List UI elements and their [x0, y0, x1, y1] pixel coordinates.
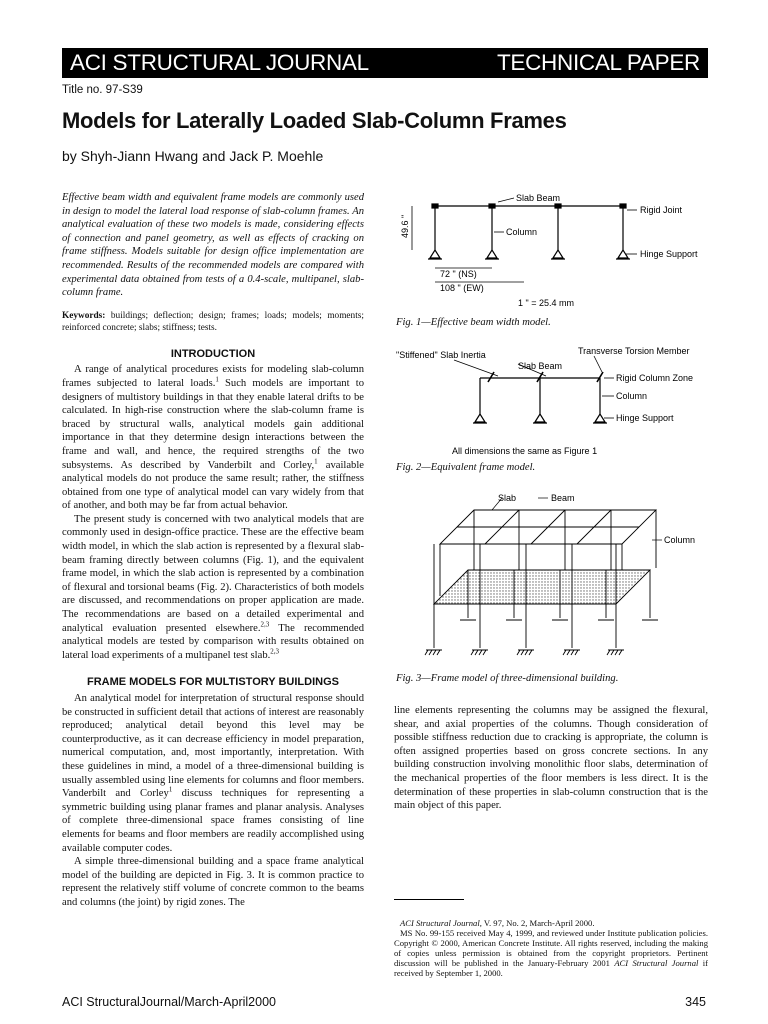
abstract: Effective beam width and equivalent frame models are commonly used in design to model the lateral load response of slab-column frames. An analytical evaluation of these two models is made, considering effects of connection and panel geometry, as well as effects of cracking on frame stiffness. Models suitable for design office implementation are recommended. Results of the recommended models are compared with experimental data obtained from tests of a 0.4-scale, multipanel, slab-column frame. [62, 192, 364, 299]
rigid-joint [432, 204, 438, 208]
leader-line [594, 356, 602, 372]
fig3-label-column: Column [664, 535, 696, 545]
fig3-label-slab: Slab [498, 493, 517, 503]
text-run: available analytical models do not produce the same result; rather, the stiffness obtained from one type of analytical model can vary widely from that of another, and both may be far from actual behavior. [62, 459, 364, 512]
hinge-support [616, 250, 630, 259]
fig2-label-slab-beam: Slab Beam [518, 361, 563, 371]
keywords-text: buildings; deflection; design; frames; loads; models; moments; reinforced concrete; slabs; stiffness; tests. [62, 310, 364, 333]
leader-line [498, 198, 514, 202]
fig3-label-beam: Beam [551, 493, 575, 503]
fig1-label-slab-beam: Slab Beam [516, 193, 561, 203]
footnote-line-2 [394, 928, 708, 978]
reference-superscript: 1 [215, 375, 219, 384]
text-run: A range of analytical procedures exists for modeling slab-column frames subjected to lateral loads. [62, 364, 364, 389]
page-number: 345 [685, 995, 706, 1009]
intro-paragraph-1 [62, 363, 364, 513]
text-run: Such models are important to designers of multistory buildings in that they enable lateral drifts to be calculated. In high-rise construction where the slab-column frame is braced by structural walls, analytical models gain additional importance in that they determine design interactions between the frame and wall, and hence, the required strengths of the two subsystems. As described by Vanderbilt and Corley, [62, 377, 364, 471]
text-run: if received by September 1, 2000. [394, 958, 708, 978]
fig1-label-column: Column [506, 227, 538, 237]
text-run: , V. 97, No. 2, March-April 2000. [479, 918, 595, 928]
reference-superscript: 2,3 [260, 620, 270, 629]
journal-name-italic: ACI Structural Journal [614, 958, 699, 968]
fig1-label-ns-span: 72 " (NS) [440, 269, 477, 279]
text-run: The present study is concerned with two analytical models that are commonly used in design-office practice. These are the effective beam width model, in which the slab action is represented by a flexural slab-beam framing directly between columns (Fig. 1), and the equivalent frame model, in which the slab action is represented by a combination of flexural and torsional beams (Fig. 2). Characteristics of both models are discussed, and recommendations on proper application are made. The recommendations are based on a detailed experimental and analytical evaluation presented elsewhere. [62, 513, 364, 634]
leader-line [454, 360, 498, 376]
fig2-label-rigid-zone: Rigid Column Zone [616, 373, 694, 383]
title-number: Title no. 97-S39 [62, 84, 143, 96]
fig2-label-hinge-support: Hinge Support [616, 413, 674, 423]
rigid-joint [489, 204, 495, 208]
floor-slab [434, 570, 650, 604]
right-paragraph: line elements representing the columns may be assigned the flexural, shear, and axial properties of the columns. Though consideration of possible stiffness reduction due to cracking is appropriate, the column is often assigned properties based on gross concrete sections. In any building construction involving monolithic floor slabs, determination of the mechanical properties of the floor members is less direct. It is the determination of these properties in slab-column construction that is the main object of this paper. [394, 705, 708, 812]
fig1-label-rigid-joint: Rigid Joint [640, 205, 683, 215]
support-hatch [425, 650, 622, 655]
paper-category: TECHNICAL PAPER [496, 50, 700, 75]
text-run: An analytical model for interpretation of structural response should be constructed in sufficient detail that actions of interest are reasonably reproduced; analytical detail beyond this level may be counterproductive, as it can decrease efficiency in model preparation, numerical computation, and, most importantly, interpretation. With these guidelines in mind, a model of a three-dimensional building is usually assembled using line elements for columns and floor members. Vanderbilt and Corley [62, 693, 364, 800]
footnote-line-1 [394, 918, 708, 928]
text-run: discuss techniques for representing a symmetric building using planar frames and planar analysis. Analyses of complete three-dimensional space frames consisting of line elements for beams and floor members are readily accomplished using available computer codes. [62, 788, 364, 854]
hinge-support [473, 414, 487, 423]
author-line: by Shyh-Jiann Hwang and Jack P. Moehle [62, 148, 324, 164]
hinge-support [485, 250, 499, 259]
footnote-rule [394, 899, 464, 900]
keywords [62, 310, 364, 334]
paper-title: Models for Laterally Loaded Slab-Column Frames [62, 108, 567, 133]
frame-models-heading: FRAME MODELS FOR MULTISTORY BUILDINGS [87, 676, 339, 689]
figure-3-building-frame [394, 488, 708, 668]
figure-2-equivalent-frame [394, 342, 708, 460]
text-run: The recommended analytical models are tested by comparison with results obtained on lateral load experiments of a multipanel test slab. [62, 622, 364, 661]
journal-name-italic: ACI Structural Journal [400, 918, 480, 928]
frame-models-paragraph-2: A simple three-dimensional building and a space frame analytical model of the building are depicted in Fig. 3. It is common practice to represent the relatively stiff volume of concrete common to the beams and columns (the joint) by rigid zones. The [62, 856, 364, 908]
journal-banner [62, 48, 708, 78]
running-footer: ACI StructuralJournal/March-April2000 [62, 995, 276, 1009]
keywords-label: Keywords: [62, 310, 106, 321]
reference-superscript: 1 [168, 785, 173, 794]
figure-1-effective-beam-width [394, 188, 708, 310]
introduction-heading: INTRODUCTION [170, 347, 256, 360]
publication-footnote [394, 918, 708, 978]
fig2-label-torsion-member: Transverse Torsion Member [578, 346, 690, 356]
fig2-label-stiffened-slab: "Stiffened" Slab Inertia [396, 350, 486, 360]
fig1-label-hinge-support: Hinge Support [640, 249, 698, 259]
fig1-label-height: 49.6 " [400, 214, 410, 238]
reference-superscript: 2,3 [270, 647, 280, 656]
left-column [62, 191, 364, 910]
hinge-support [533, 414, 547, 423]
fig1-label-ew-span: 108 " (EW) [440, 283, 484, 293]
hinge-support [551, 250, 565, 259]
text-run: MS No. 99-155 received May 4, 1999, and reviewed under Institute publication policies. Copyright © 2000, American Concrete Institute. All rights reserved, including the making of copies unless permission is obtained from the copyright proprietors. Pertinent discussion will be published in the January-February 2001 [394, 928, 708, 968]
figure-1-caption: Fig. 1—Effective beam width model. [396, 317, 551, 328]
figure-2-caption: Fig. 2—Equivalent frame model. [396, 462, 536, 473]
hinge-support [593, 414, 607, 423]
figure-3-caption: Fig. 3—Frame model of three-dimensional building. [396, 673, 619, 684]
fig2-label-note: All dimensions the same as Figure 1 [452, 446, 598, 456]
rigid-joint [620, 204, 626, 208]
frame-models-paragraph-1 [62, 692, 364, 855]
journal-name: ACI STRUCTURAL JOURNAL [70, 50, 369, 75]
intro-paragraph-2 [62, 513, 364, 663]
rigid-joint [555, 204, 561, 208]
right-column-text [394, 704, 708, 813]
reference-superscript: 1 [314, 456, 318, 465]
hinge-support [428, 250, 442, 259]
fig2-label-column: Column [616, 391, 648, 401]
fig1-label-conversion: 1 " = 25.4 mm [518, 298, 574, 308]
